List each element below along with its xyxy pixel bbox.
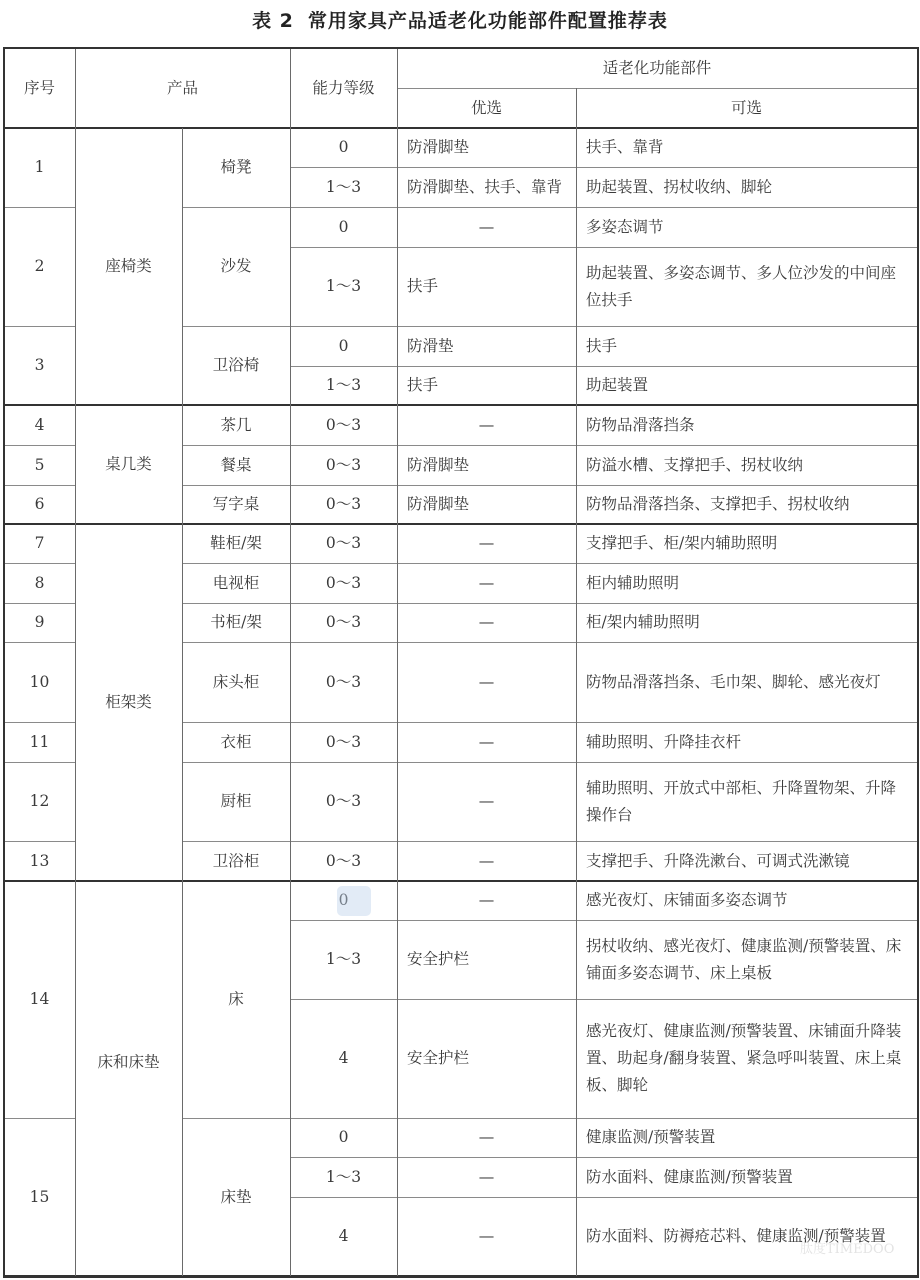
category-cell: 桌几类: [105, 455, 152, 473]
product-cell: 写字桌: [212, 495, 260, 513]
preferred-cell: 防滑脚垫: [407, 138, 470, 156]
header-product: 产品: [166, 78, 198, 97]
ability-level-cell: 1～3: [325, 376, 362, 394]
product-cell: 卫浴椅: [212, 356, 260, 374]
preferred-cell: —: [478, 1167, 495, 1186]
product-cell: 书柜/架: [210, 613, 262, 631]
header-preferred: 优选: [470, 98, 502, 117]
preferred-cell: 防滑垫: [407, 336, 454, 355]
product-cell: 床垫: [220, 1187, 252, 1206]
optional-cell: 防物品滑落挡条、毛巾架、脚轮、感光夜灯: [586, 672, 881, 691]
product-cell: 厨柜: [220, 792, 252, 810]
optional-cell: 健康监测/预警装置: [586, 1128, 716, 1146]
optional-cell: 辅助照明、开放式中部柜、升降置物架、升降操作台: [586, 778, 897, 824]
ability-level-cell: 0～3: [325, 573, 362, 592]
ability-level-cell: 4: [338, 1227, 349, 1245]
seq-cell: 15: [29, 1187, 50, 1206]
product-cell: 餐桌: [220, 455, 252, 474]
ability-level-cell: 0～3: [325, 613, 362, 631]
header-seq: 序号: [23, 78, 55, 97]
header-ability: 能力等级: [312, 78, 375, 97]
preferred-cell: —: [478, 534, 495, 552]
product-cell: 椅凳: [220, 158, 252, 176]
ability-level-cell: 0～3: [325, 415, 362, 434]
optional-cell: 防水面料、防褥疮芯料、健康监测/预警装置: [586, 1227, 886, 1245]
optional-cell: 扶手: [586, 336, 618, 355]
preferred-cell: 防滑脚垫、扶手、靠背: [407, 177, 563, 196]
optional-cell: 感光夜灯、健康监测/预警装置、床铺面升降装置、助起身/翻身装置、紧急呼叫装置、床上桌板、脚轮: [586, 1022, 902, 1094]
ability-level-cell: 1～3: [325, 1167, 362, 1186]
product-cell: 床头柜: [212, 672, 260, 691]
table-number: 表 2: [252, 10, 294, 32]
category-cell: 床和床垫: [97, 1053, 160, 1071]
seq-cell: 1: [34, 158, 45, 176]
preferred-cell: —: [478, 613, 495, 631]
ability-level-cell: 0: [338, 336, 349, 355]
seq-cell: 8: [34, 573, 45, 592]
optional-cell: 助起装置: [586, 376, 649, 394]
seq-cell: 4: [34, 415, 45, 434]
ability-level-cell: 0～3: [325, 672, 362, 691]
ability-level-cell: 1～3: [325, 950, 362, 968]
product-cell: 卫浴柜: [212, 851, 260, 870]
ability-level-cell: 0～3: [325, 851, 362, 870]
ability-level-cell: 0～3: [325, 455, 362, 474]
ability-level-cell: 0～3: [325, 732, 362, 751]
ability-level-cell: 0～3: [325, 534, 362, 552]
product-cell: 鞋柜/架: [210, 534, 262, 552]
seq-cell: 12: [29, 792, 50, 810]
optional-cell: 防溢水槽、支撑把手、拐杖收纳: [586, 455, 804, 474]
preferred-cell: —: [478, 672, 495, 691]
product-cell: 床: [228, 990, 244, 1008]
preferred-cell: 防滑脚垫: [407, 495, 470, 513]
preferred-cell: —: [478, 573, 495, 592]
seq-cell: 10: [29, 672, 50, 691]
product-cell: 电视柜: [212, 573, 260, 592]
preferred-cell: 扶手: [407, 376, 439, 394]
optional-cell: 辅助照明、升降挂衣杆: [586, 732, 742, 751]
optional-cell: 扶手、靠背: [586, 138, 664, 156]
ability-level-cell: 0: [338, 138, 349, 156]
ability-level-cell: 0: [338, 891, 349, 909]
optional-cell: 多姿态调节: [586, 217, 664, 236]
seq-cell: 7: [34, 534, 45, 552]
ability-level-cell: 0: [338, 217, 349, 236]
watermark-text: 肽度TIMEDOO: [800, 1242, 895, 1257]
preferred-cell: 防滑脚垫: [407, 455, 470, 474]
table-title-text: 常用家具产品适老化功能部件配置推荐表: [307, 10, 668, 32]
seq-cell: 13: [29, 851, 50, 870]
optional-cell: 助起装置、多姿态调节、多人位沙发的中间座位扶手: [586, 263, 897, 309]
table-frame: [3, 47, 919, 1278]
preferred-cell: —: [478, 1227, 495, 1245]
ability-level-cell: 0～3: [325, 792, 362, 810]
preferred-cell: —: [478, 217, 495, 236]
product-cell: 沙发: [220, 257, 252, 275]
optional-cell: 防水面料、健康监测/预警装置: [586, 1167, 793, 1186]
ability-level-cell: 0～3: [325, 495, 362, 513]
ability-level-cell: 1～3: [325, 177, 362, 196]
optional-cell: 支撑把手、柜/架内辅助照明: [586, 534, 778, 552]
preferred-cell: —: [478, 1128, 495, 1146]
optional-cell: 支撑把手、升降洗漱台、可调式洗漱镜: [586, 851, 850, 870]
optional-cell: 感光夜灯、床铺面多姿态调节: [586, 891, 788, 909]
seq-cell: 5: [34, 455, 45, 474]
category-cell: 柜架类: [105, 693, 152, 711]
optional-cell: 防物品滑落挡条、支撑把手、拐杖收纳: [586, 495, 850, 513]
optional-cell: 柜/架内辅助照明: [586, 613, 700, 631]
header-optional: 可选: [730, 98, 762, 117]
category-cell: 座椅类: [105, 257, 152, 275]
optional-cell: 防物品滑落挡条: [586, 415, 695, 434]
optional-cell: 柜内辅助照明: [586, 573, 680, 592]
header-components: 适老化功能部件: [602, 58, 712, 77]
preferred-cell: —: [478, 732, 495, 751]
preferred-cell: 安全护栏: [407, 1049, 470, 1067]
preferred-cell: 安全护栏: [407, 950, 470, 968]
preferred-cell: —: [478, 792, 495, 810]
preferred-cell: 扶手: [407, 277, 439, 295]
optional-cell: 拐杖收纳、感光夜灯、健康监测/预警装置、床铺面多姿态调节、床上桌板: [586, 936, 902, 982]
product-cell: 茶几: [220, 415, 252, 434]
seq-cell: 9: [34, 613, 45, 631]
seq-cell: 14: [29, 990, 50, 1008]
ability-level-cell: 1～3: [325, 277, 362, 295]
seq-cell: 2: [34, 257, 45, 275]
watermark-badge: [337, 886, 371, 916]
preferred-cell: —: [478, 891, 495, 909]
ability-level-cell: 0: [338, 1128, 349, 1146]
product-cell: 衣柜: [220, 732, 252, 751]
seq-cell: 3: [34, 356, 45, 374]
seq-cell: 6: [34, 495, 45, 513]
ability-level-cell: 4: [338, 1049, 349, 1067]
seq-cell: 11: [29, 732, 50, 751]
optional-cell: 助起装置、拐杖收纳、脚轮: [586, 177, 773, 196]
preferred-cell: —: [478, 851, 495, 870]
preferred-cell: —: [478, 415, 495, 434]
